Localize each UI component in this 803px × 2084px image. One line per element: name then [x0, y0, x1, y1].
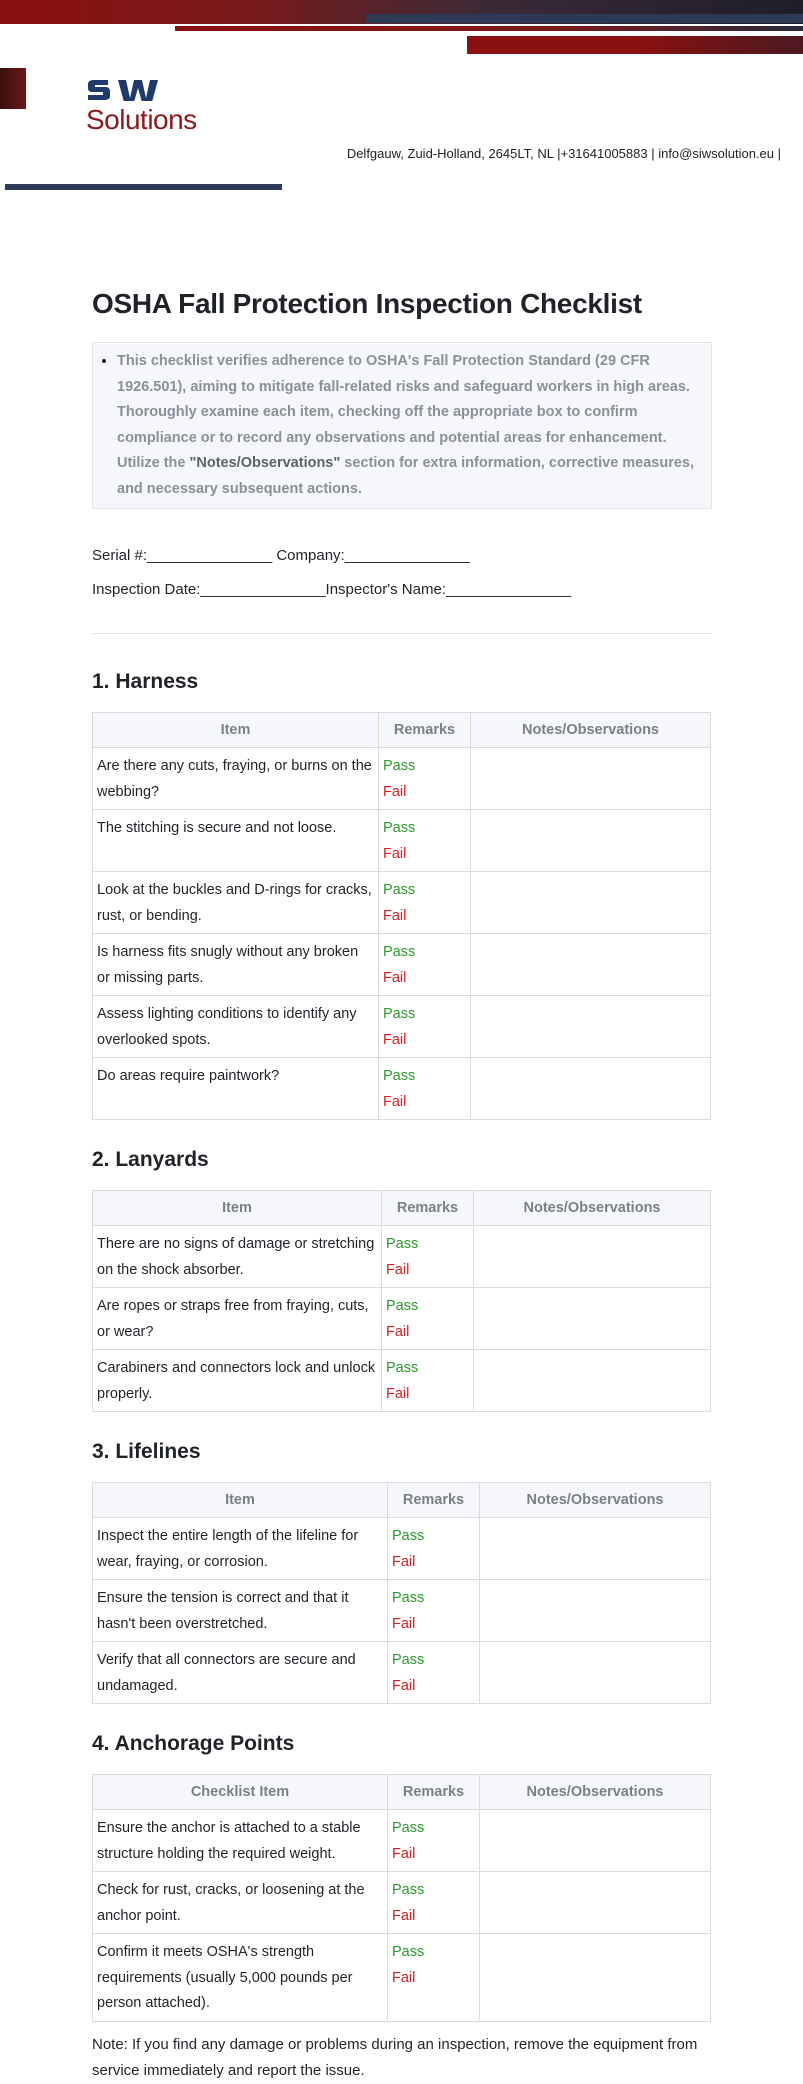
- column-header: Item: [93, 1483, 388, 1518]
- logo-text: Solutions: [86, 104, 197, 135]
- column-header: Remarks: [388, 1483, 480, 1518]
- remarks-cell: [382, 1350, 474, 1412]
- table-row: [93, 1226, 711, 1288]
- fail-option[interactable]: Fail: [383, 845, 407, 862]
- fail-option[interactable]: Fail: [392, 1615, 416, 1632]
- table-row: [93, 1642, 711, 1704]
- fail-option[interactable]: Fail: [383, 1031, 407, 1048]
- remarks-cell: [379, 934, 471, 996]
- pass-option[interactable]: Pass: [386, 1236, 419, 1252]
- header-divider-bar: [5, 184, 282, 190]
- footer-note: Note: If you find any damage or problems during an inspection, remove the equipment from service immediately and report the issue.: [92, 2035, 698, 2079]
- fail-option[interactable]: Fail: [392, 1553, 416, 1570]
- checklist-table: [92, 1774, 711, 2022]
- header-decoration-red-block: [467, 36, 803, 54]
- checklist-item-text: Ensure the anchor is attached to a stable structure holding the required weight.: [93, 1810, 388, 1872]
- table-header-row: [93, 1775, 711, 1810]
- checklist-item-text: The stitching is secure and not loose.: [93, 810, 379, 872]
- table-header-row: [93, 1483, 711, 1518]
- remarks-cell: [379, 748, 471, 810]
- fail-option[interactable]: Fail: [383, 1093, 407, 1110]
- fail-option[interactable]: Fail: [386, 1261, 410, 1278]
- section-title: 4. Anchorage Points: [92, 1732, 295, 1755]
- section-title: 3. Lifelines: [92, 1440, 201, 1463]
- table-row: [93, 1580, 711, 1642]
- checklist-item-text: Is harness fits snugly without any broken or missing parts.: [93, 934, 379, 996]
- remarks-cell: [379, 810, 471, 872]
- checklist-sections: [92, 670, 712, 2022]
- checklist-item-text: Inspect the entire length of the lifeline for wear, fraying, or corrosion.: [93, 1518, 388, 1580]
- header-decoration-thin-bar: [175, 26, 803, 31]
- table-row: [93, 1872, 711, 1934]
- table-row: [93, 1058, 711, 1120]
- checklist-item-text: Do areas require paintwork?: [93, 1058, 379, 1120]
- checklist-item-text: Look at the buckles and D-rings for cracks, rust, or bending.: [93, 872, 379, 934]
- notes-cell[interactable]: [471, 934, 711, 996]
- table-row: [93, 996, 711, 1058]
- table-row: [93, 934, 711, 996]
- notes-cell[interactable]: [480, 1580, 711, 1642]
- checklist-table: [92, 712, 711, 1120]
- remarks-cell: [388, 1642, 480, 1704]
- page-title: OSHA Fall Protection Inspection Checklist: [92, 288, 642, 319]
- checklist-item-text: Carabiners and connectors lock and unlock properly.: [93, 1350, 382, 1412]
- column-header: Checklist Item: [93, 1775, 388, 1810]
- remarks-cell: [382, 1288, 474, 1350]
- fail-option[interactable]: Fail: [392, 1677, 416, 1694]
- column-header: Item: [93, 713, 379, 748]
- table-row: [93, 1934, 711, 2022]
- checklist-item-text: Verify that all connectors are secure and undamaged.: [93, 1642, 388, 1704]
- notes-cell[interactable]: [480, 1642, 711, 1704]
- table-row: [93, 1518, 711, 1580]
- form-fields: [92, 539, 712, 607]
- table-row: [93, 1810, 711, 1872]
- checklist-item-text: Confirm it meets OSHA's strength requirements (usually 5,000 pounds per person attached).: [93, 1934, 388, 2022]
- pass-option[interactable]: Pass: [383, 1006, 416, 1022]
- pass-option[interactable]: Pass: [383, 758, 416, 774]
- pass-option[interactable]: Pass: [383, 820, 416, 836]
- table-row: [93, 1350, 711, 1412]
- fail-option[interactable]: Fail: [386, 1323, 410, 1340]
- intro-box: [92, 342, 712, 509]
- header-decoration-navy-bar: [365, 14, 803, 23]
- pass-option[interactable]: Pass: [392, 1528, 425, 1544]
- table-header-row: [93, 1191, 711, 1226]
- company-field[interactable]: Company:_______________: [276, 547, 470, 564]
- notes-cell[interactable]: [474, 1226, 711, 1288]
- section-title: 2. Lanyards: [92, 1148, 209, 1171]
- checklist-item-text: Check for rust, cracks, or loosening at the anchor point.: [93, 1872, 388, 1934]
- checklist-item-text: Are ropes or straps free from fraying, cuts, or wear?: [93, 1288, 382, 1350]
- fail-option[interactable]: Fail: [383, 969, 407, 986]
- remarks-cell: [379, 872, 471, 934]
- notes-cell[interactable]: [474, 1350, 711, 1412]
- pass-option[interactable]: Pass: [392, 1944, 425, 1960]
- pass-option[interactable]: Pass: [383, 944, 416, 960]
- fail-option[interactable]: Fail: [392, 1969, 416, 1986]
- remarks-cell: [388, 1810, 480, 1872]
- fail-option[interactable]: Fail: [392, 1845, 416, 1862]
- column-header: Notes/Observations: [480, 1775, 711, 1810]
- remarks-cell: [382, 1226, 474, 1288]
- pass-option[interactable]: Pass: [392, 1652, 425, 1668]
- table-row: [93, 872, 711, 934]
- pass-option[interactable]: Pass: [386, 1360, 419, 1376]
- notes-cell[interactable]: [471, 810, 711, 872]
- column-header: Remarks: [379, 713, 471, 748]
- remarks-cell: [379, 1058, 471, 1120]
- notes-cell[interactable]: [471, 872, 711, 934]
- divider: [92, 633, 712, 634]
- table-row: [93, 1288, 711, 1350]
- column-header: Notes/Observations: [474, 1191, 711, 1226]
- checklist-table: [92, 1482, 711, 1704]
- document-body: [92, 288, 712, 2084]
- notes-cell[interactable]: [480, 1872, 711, 1934]
- header-decoration-side-block: [0, 68, 26, 109]
- logo-mark-icon: [86, 78, 166, 106]
- notes-cell[interactable]: [471, 1058, 711, 1120]
- notes-cell[interactable]: [480, 1518, 711, 1580]
- intro-text: • This checklist verifies adherence to OSHA's Fall Protection Standard (29 CFR 1926.501), aiming to mitigate fall-related risks and safeguard workers in high areas. Thoroughly examine each item, checking off the appropriate box to confirm compliance or to record any observations and potential areas for enhancement. Utilize the "Notes/Observations" section for extra information, corrective measures, and necessary subsequent actions.: [117, 349, 697, 502]
- notes-cell[interactable]: [480, 1810, 711, 1872]
- notes-cell[interactable]: [480, 1934, 711, 2022]
- section-title: 1. Harness: [92, 670, 199, 693]
- checklist-item-text: Assess lighting conditions to identify any overlooked spots.: [93, 996, 379, 1058]
- notes-cell[interactable]: [474, 1288, 711, 1350]
- checklist-table: [92, 1190, 711, 1412]
- notes-cell[interactable]: [471, 996, 711, 1058]
- serial-field[interactable]: Serial #:_______________: [92, 547, 273, 564]
- fail-option[interactable]: Fail: [386, 1385, 410, 1402]
- remarks-cell: [388, 1934, 480, 2022]
- table-row: [93, 810, 711, 872]
- remarks-cell: [379, 996, 471, 1058]
- column-header: Remarks: [382, 1191, 474, 1226]
- column-header: Item: [93, 1191, 382, 1226]
- fail-option[interactable]: Fail: [392, 1907, 416, 1924]
- contact-info: Delfgauw, Zuid-Holland, 2645LT, NL |+31641005883 | info@siwsolution.eu |: [346, 146, 781, 161]
- pass-option[interactable]: Pass: [383, 882, 416, 898]
- pass-option[interactable]: Pass: [392, 1882, 425, 1898]
- fail-option[interactable]: Fail: [383, 783, 407, 800]
- inspector-name-field[interactable]: Inspector's Name:_______________: [325, 581, 572, 598]
- remarks-cell: [388, 1580, 480, 1642]
- checklist-item-text: Ensure the tension is correct and that it hasn't been overstretched.: [93, 1580, 388, 1642]
- table-header-row: [93, 713, 711, 748]
- pass-option[interactable]: Pass: [392, 1820, 425, 1836]
- remarks-cell: [388, 1518, 480, 1580]
- checklist-item-text: There are no signs of damage or stretching on the shock absorber.: [93, 1226, 382, 1288]
- fail-option[interactable]: Fail: [383, 907, 407, 924]
- column-header: Remarks: [388, 1775, 480, 1810]
- table-row: [93, 748, 711, 810]
- inspection-date-field[interactable]: Inspection Date:_______________: [92, 581, 326, 598]
- checklist-item-text: Are there any cuts, fraying, or burns on the webbing?: [93, 748, 379, 810]
- pass-option[interactable]: Pass: [383, 1068, 416, 1084]
- remarks-cell: [388, 1872, 480, 1934]
- column-header: Notes/Observations: [480, 1483, 711, 1518]
- column-header: Notes/Observations: [471, 713, 711, 748]
- company-logo: [86, 78, 197, 136]
- pass-option[interactable]: Pass: [392, 1590, 425, 1606]
- notes-cell[interactable]: [471, 748, 711, 810]
- pass-option[interactable]: Pass: [386, 1298, 419, 1314]
